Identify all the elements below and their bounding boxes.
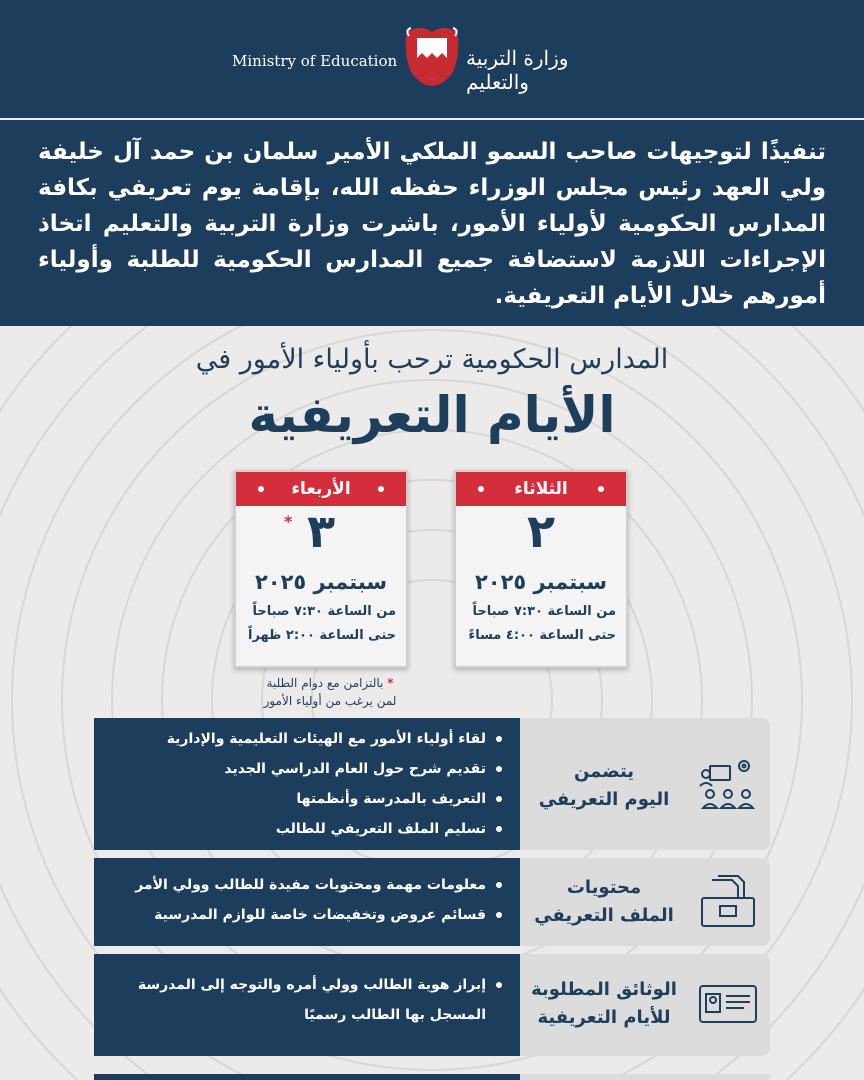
calendar-time-until: حتى الساعة ٢:٠٠ ظهراً bbox=[247, 628, 396, 643]
bullet-list bbox=[104, 970, 504, 1030]
meeting-people-gear-icon bbox=[698, 756, 758, 810]
ministry-name-english: Ministry of Education bbox=[232, 52, 398, 70]
section-file-bullets bbox=[94, 858, 520, 946]
calendar-card-tuesday bbox=[454, 470, 628, 668]
footnote-star: * bbox=[387, 676, 394, 690]
footnote-text-1: بالتزامن مع دوام الطلبة bbox=[266, 676, 384, 690]
calendar-weekday: الأربعاء bbox=[236, 472, 406, 506]
calendar-ring-dot bbox=[378, 486, 384, 492]
list-item: إبراز هوية الطالب وولي أمره والتوجه إلى المدرسة bbox=[104, 970, 504, 1000]
calendar-time-from: من الساعة ٧:٣٠ صباحاً bbox=[472, 604, 616, 619]
section-title-line2: اليوم التعريفي bbox=[538, 789, 670, 810]
intro-text: تنفيذًا لتوجيهات صاحب السمو الملكي الأمير سلمان بن حمد آل خليفة ولي العهد رئيس مجلس الوزراء حفظه الله، بإقامة يوم تعريفي بكافة المدارس الحكومية لأولياء الأمور، باشرت وزارة التربية والتعليم اتخاذ الإجراءات اللازمة لاستضافة جميع المدارس الحكومية للطلبة وأولياء أمورهم خلال الأيام التعريفية. bbox=[38, 139, 826, 309]
file-box-icon bbox=[698, 874, 758, 928]
list-item-continued: المسجل بها الطالب رسميًا bbox=[304, 1007, 486, 1023]
section-title-line2: الملف التعريفي bbox=[534, 905, 674, 926]
section-title-line1: الوثائق المطلوبة bbox=[531, 979, 677, 1000]
bullet-list bbox=[104, 724, 504, 844]
calendar-ring-dot bbox=[258, 486, 264, 492]
list-item: معلومات مهمة ومحتويات مفيدة للطالب وولي الأمر bbox=[104, 870, 504, 900]
section-includes-label bbox=[520, 718, 770, 850]
section-documents-bullets bbox=[94, 954, 520, 1056]
bullet-list bbox=[104, 870, 504, 930]
section-next-partial-label bbox=[520, 1074, 770, 1080]
calendar-month-year: سبتمبر ٢٠٢٥ bbox=[254, 570, 388, 594]
section-includes-bullets bbox=[94, 718, 520, 850]
list-item: تقديم شرح حول العام الدراسي الجديد bbox=[104, 754, 504, 784]
calendar-time-from: من الساعة ٧:٣٠ صباحاً bbox=[252, 604, 396, 619]
ministry-name-arabic: وزارة التربية والتعليم bbox=[466, 46, 569, 94]
id-card-icon bbox=[698, 978, 758, 1032]
list-item: التعريف بالمدرسة وأنظمتها bbox=[104, 784, 504, 814]
calendar-time-until: حتى الساعة ٤:٠٠ مساءً bbox=[468, 628, 616, 643]
calendar-card-wednesday bbox=[234, 470, 408, 668]
calendar-ring-dot bbox=[598, 486, 604, 492]
list-item: قسائم عروض وتخفيضات خاصة للوازم المدرسية bbox=[104, 900, 504, 930]
section-next-partial bbox=[94, 1074, 520, 1080]
calendar-month-year: سبتمبر ٢٠٢٥ bbox=[474, 570, 608, 594]
header-bar bbox=[0, 0, 864, 118]
section-documents-label bbox=[520, 954, 770, 1056]
section-title-line1: محتويات bbox=[566, 877, 642, 898]
section-title-line1: يتضمن bbox=[573, 761, 635, 782]
section-file-label bbox=[520, 858, 770, 946]
calendar-weekday: الثلاثاء bbox=[456, 472, 626, 506]
calendar-day-number: ٢ bbox=[526, 504, 556, 558]
bahrain-emblem-logo bbox=[403, 22, 461, 88]
calendar-ring-dot bbox=[478, 486, 484, 492]
calendar-day-number: ٣ bbox=[306, 504, 336, 558]
headline-subtitle: المدارس الحكومية ترحب بأولياء الأمور في bbox=[195, 344, 669, 375]
calendar-note-star: * bbox=[284, 512, 293, 531]
list-item: تسليم الملف التعريفي للطالب bbox=[104, 814, 504, 844]
footnote-text-2: لمن يرغب من أولياء الأمور bbox=[263, 694, 397, 708]
calendar-footnote-line1 bbox=[200, 676, 460, 690]
list-item: لقاء أولياء الأمور مع الهيئات التعليمية والإدارية bbox=[104, 724, 504, 754]
section-title-line2: للأيام التعريفية bbox=[537, 1007, 671, 1028]
headline-title: الأيام التعريفية bbox=[248, 386, 616, 444]
intro-block bbox=[0, 120, 864, 326]
